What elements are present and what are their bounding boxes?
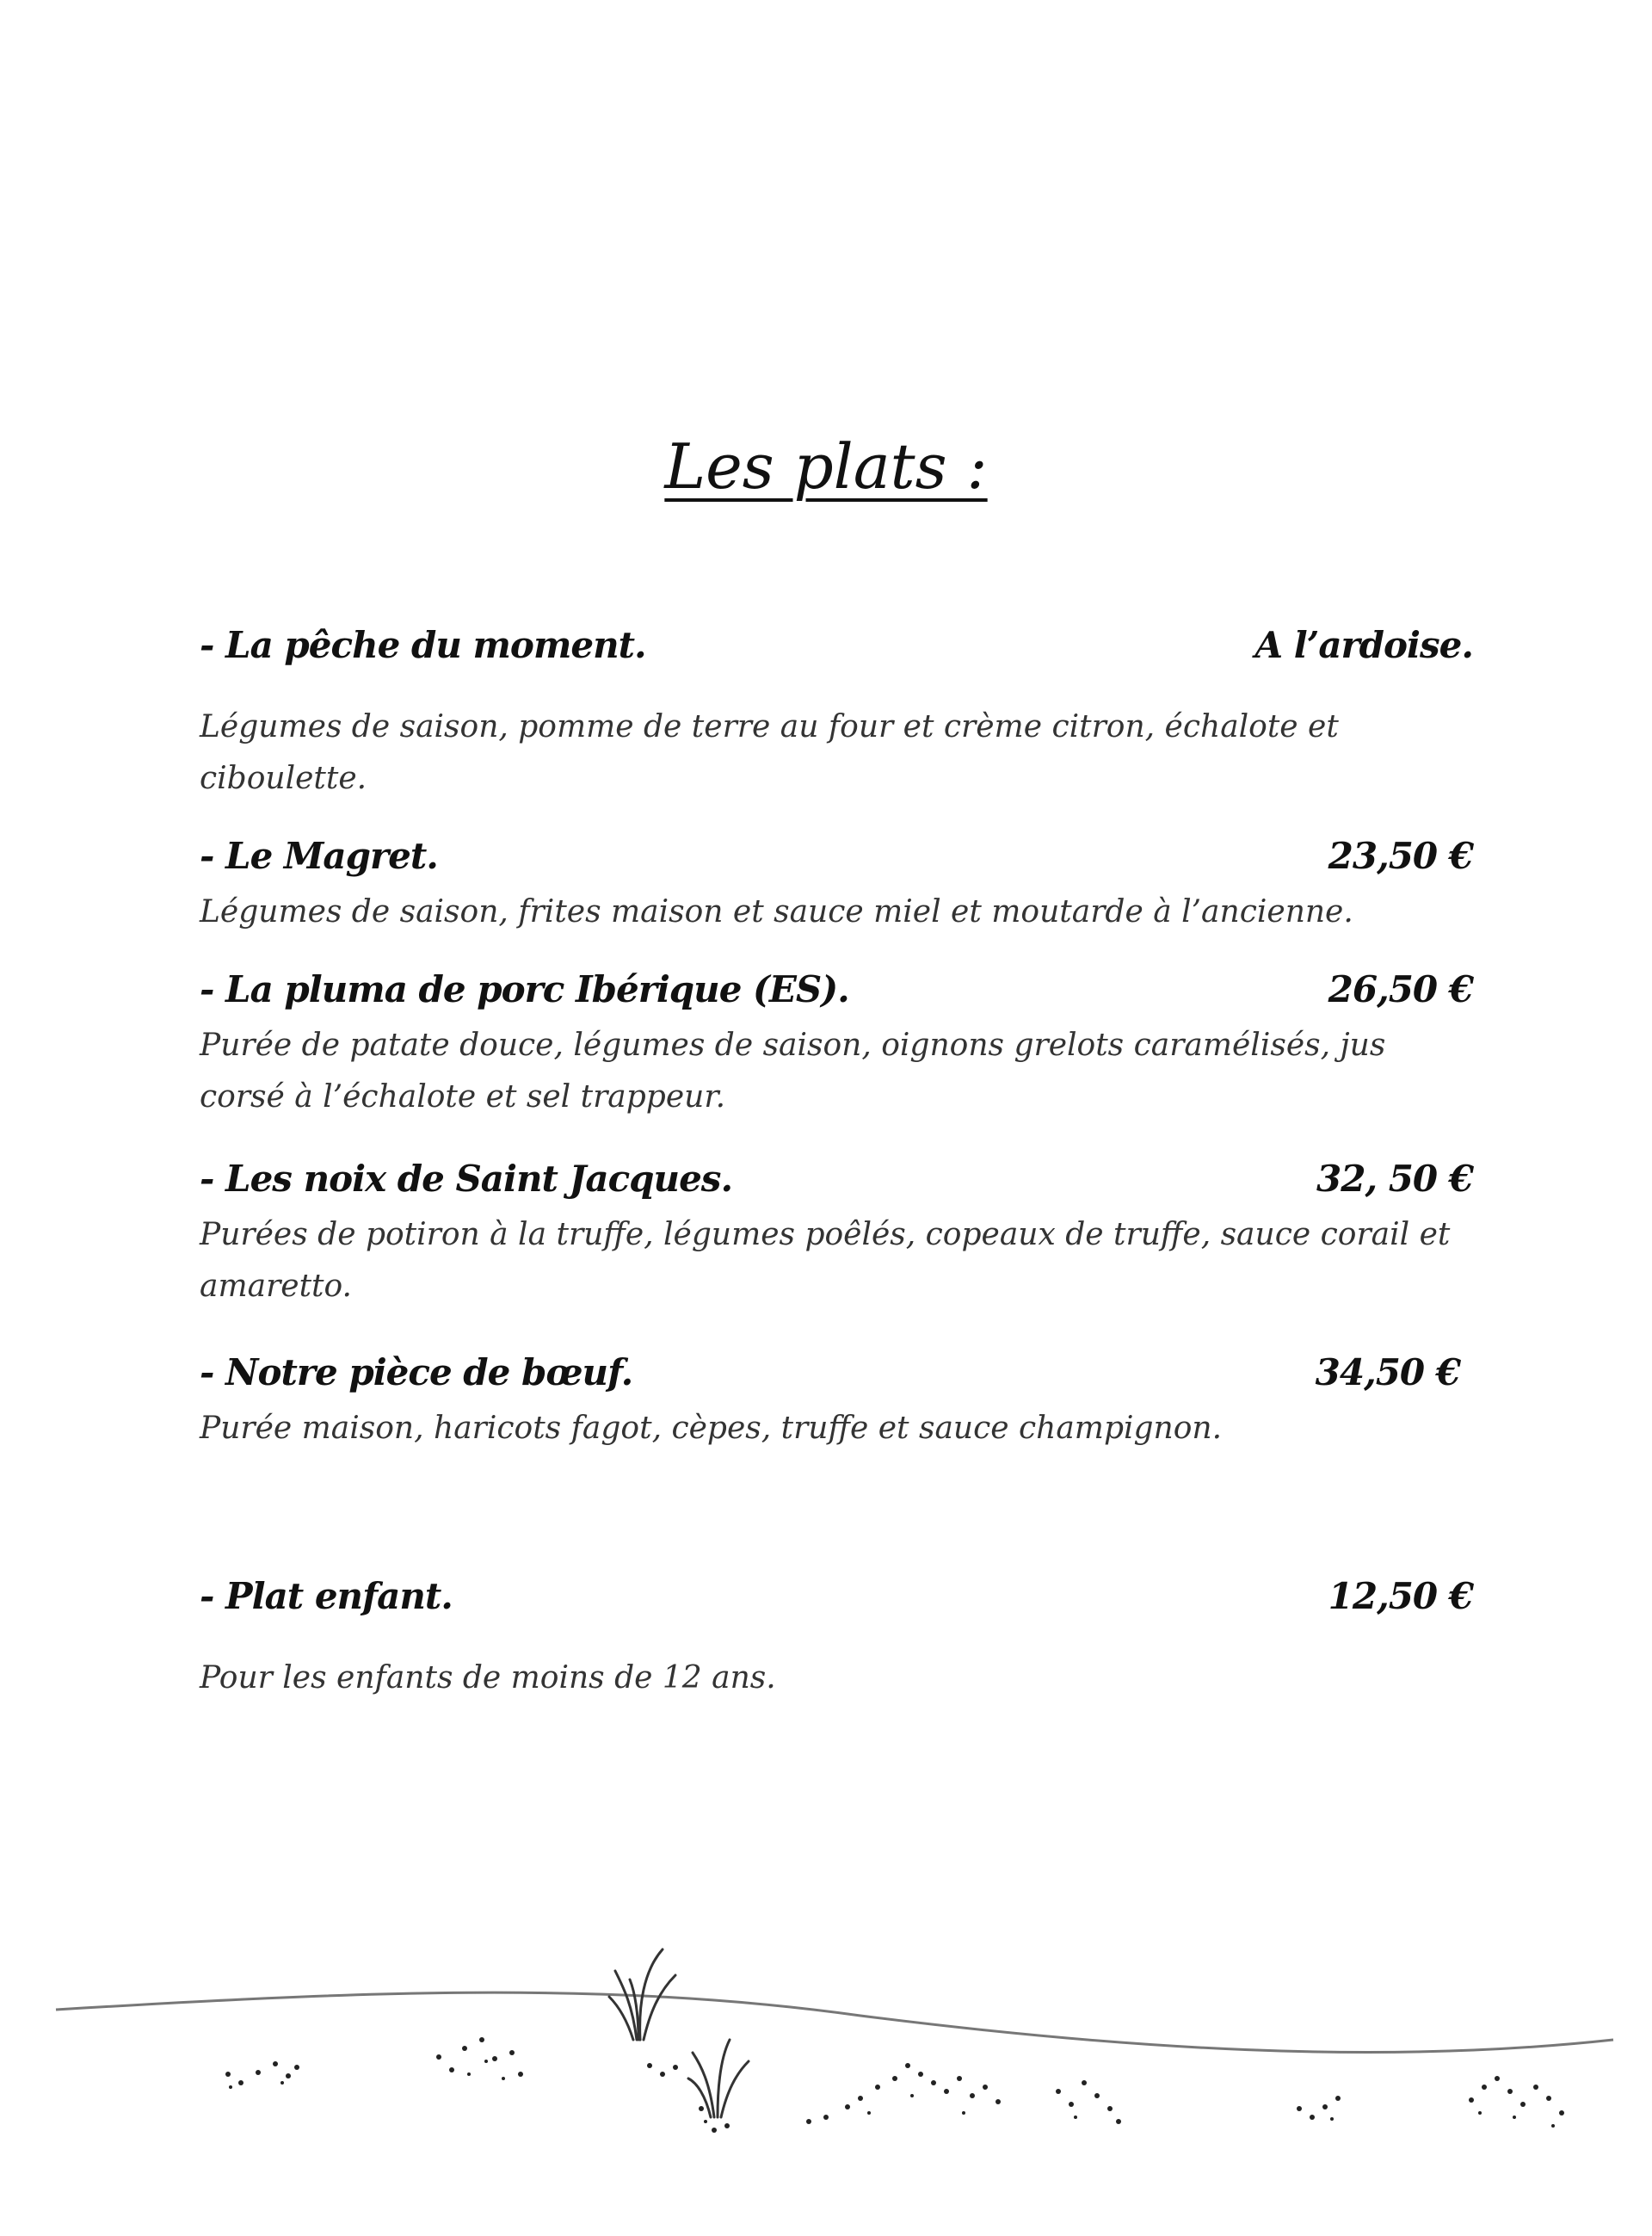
dish-item <box>200 1575 1473 1704</box>
dish-price: 32, 50 € <box>1316 1158 1473 1200</box>
dish-name: - Plat enfant. <box>200 1575 453 1617</box>
dish-price: 26,50 € <box>1328 968 1473 1010</box>
dish-description: Purées de potiron à la truffe, légumes poêlés, copeaux de truffe, sauce corail et amaretto. <box>200 1217 1451 1304</box>
page-title-text: Les plats : <box>664 430 988 503</box>
dish-price: A l’ardoise. <box>1254 624 1473 666</box>
dish-name: - Les noix de Saint Jacques. <box>200 1158 733 1200</box>
dish-header <box>200 624 1473 676</box>
dish-price: 34,50 € <box>1315 1351 1460 1393</box>
dish-description: Légumes de saison, pomme de terre au four et crème citron, échalote et ciboulette. <box>200 709 1339 796</box>
dish-header <box>200 835 1473 886</box>
dish-description: Purée de patate douce, légumes de saison, oignons grelots caramélisés, jus corsé à l’échalote et sel trappeur. <box>200 1028 1386 1115</box>
dish-item <box>200 968 1473 1123</box>
dish-header <box>200 968 1473 1020</box>
dish-header <box>200 1158 1473 1209</box>
dish-header <box>200 1575 1473 1627</box>
dish-description: Pour les enfants de moins de 12 ans. <box>200 1660 776 1696</box>
dish-item <box>200 624 1473 805</box>
dish-item <box>200 835 1473 938</box>
grass-tuft-icon <box>688 2040 749 2117</box>
page-title <box>0 430 1652 503</box>
dish-price: 23,50 € <box>1328 835 1473 877</box>
dish-price: 12,50 € <box>1328 1575 1473 1617</box>
ground-grass-illustration <box>0 1911 1652 2169</box>
dish-name: - La pluma de porc Ibérique (ES). <box>200 968 849 1010</box>
dish-item <box>200 1158 1473 1313</box>
dish-description: Légumes de saison, frites maison et sauce miel et moutarde à l’ancienne. <box>200 894 1353 930</box>
dish-name: - Notre pièce de bœuf. <box>200 1351 633 1393</box>
dish-name: - La pêche du moment. <box>200 624 646 666</box>
dish-name: - Le Magret. <box>200 835 438 877</box>
dish-item <box>200 1351 1473 1455</box>
dish-header <box>200 1351 1473 1403</box>
dish-description: Purée maison, haricots fagot, cèpes, truffe et sauce champignon. <box>200 1411 1223 1446</box>
